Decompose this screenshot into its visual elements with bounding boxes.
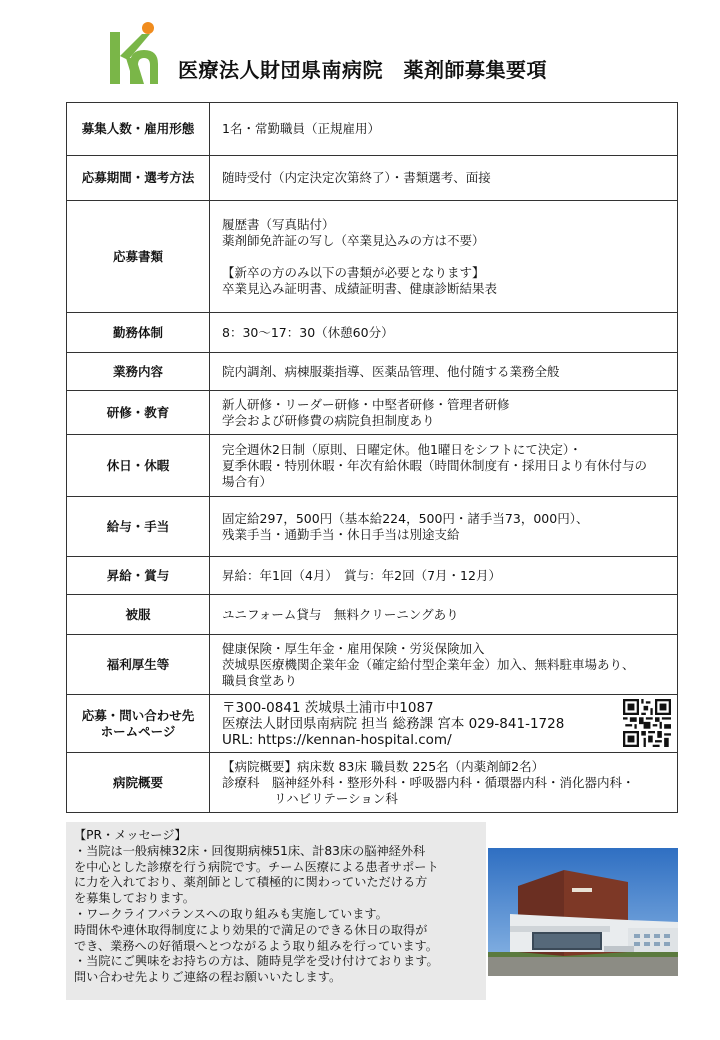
- pr-line: 時間休や連休取得制度により効果的で満足のできる休日の取得が: [74, 922, 428, 937]
- row-value: [210, 103, 678, 156]
- pr-line: ・当院は一般病棟32床・回復期病棟51床、計83床の脳神経外科: [74, 843, 426, 858]
- pr-line: 問い合わせ先よりご連絡の程お願いいたします。: [74, 970, 342, 985]
- table-row: [67, 391, 678, 435]
- table-row: [67, 103, 678, 156]
- pr-line: でき、業務への好循環へとつながるよう取り組みを行っています。: [74, 938, 438, 953]
- value-line: 昇給：年1回（4月） 賞与：年2回（7月・12月）: [222, 567, 501, 583]
- pr-line: に力を入れており、薬剤師として積極的に関わっていただける方: [74, 875, 428, 890]
- table-row: [67, 497, 678, 557]
- row-label: 応募書類: [67, 201, 210, 313]
- value-line: 茨城県医療機関企業年金（確定給付型企業年金）加入、無料駐車場あり、: [222, 656, 635, 672]
- table-row-overview: [67, 753, 678, 813]
- row-value: [210, 201, 678, 313]
- value-line: 新人研修・リーダー研修・中堅者研修・管理者研修: [222, 396, 510, 412]
- blank-line: [222, 249, 671, 265]
- row-value: [210, 435, 678, 497]
- hospital-building-photo: [488, 848, 678, 976]
- row-value: [210, 497, 678, 557]
- value-line: 夏季休暇・特別休暇・年次有給休暇（時間休制度有・採用日より有休付与の: [222, 457, 648, 473]
- pr-line: を中心とした診療を行う病院です。チーム医療による患者サポート: [74, 859, 439, 874]
- contact-label-line: 応募・問い合わせ先: [81, 707, 195, 723]
- value-line: リハビリテーション科: [274, 790, 398, 806]
- row-value: [210, 156, 678, 201]
- requirements-table: [66, 102, 678, 813]
- table-row-contact: [67, 695, 678, 753]
- address-line: 〒300-0841 茨城県土浦市中1087: [222, 699, 434, 716]
- table-row: [67, 156, 678, 201]
- value-line: 診療科 脳神経外科・整形外科・呼吸器内科・循環器内科・消化器内科・: [222, 774, 635, 790]
- pr-line: ・当院にご興味をお持ちの方は、随時見学を受け付けております。: [74, 954, 439, 969]
- row-label: 業務内容: [67, 353, 210, 391]
- value-line: 履歴書（写真貼付）: [222, 216, 335, 232]
- value-line: 固定給297，500円（基本給224，500円・諸手当73，000円）、: [222, 510, 589, 526]
- table-row: [67, 353, 678, 391]
- row-value: [210, 313, 678, 353]
- row-label: 病院概要: [67, 753, 210, 813]
- row-value: [210, 557, 678, 595]
- value-line: 健康保険・厚生年金・雇用保険・労災保険加入: [222, 640, 485, 656]
- value-line: 学会および研修費の病院負担制度あり: [222, 412, 435, 428]
- table-row: [67, 595, 678, 635]
- contact-label: [67, 695, 210, 753]
- table-row: [67, 435, 678, 497]
- row-label: 研修・教育: [67, 391, 210, 435]
- pr-line: を募集しております。: [74, 891, 195, 906]
- row-value: [210, 391, 678, 435]
- value-line: 【病院概要】病床数 83床 職員数 225名（内薬剤師2名）: [222, 758, 545, 774]
- qr-code-icon[interactable]: [623, 699, 671, 747]
- row-label: 勤務体制: [67, 313, 210, 353]
- value-line: 職員食堂あり: [222, 672, 298, 688]
- row-value: [210, 635, 678, 695]
- hospital-logo: [108, 20, 160, 86]
- pr-line: 【PR・メッセージ】: [74, 828, 187, 842]
- row-label: 応募期間・選考方法: [67, 156, 210, 201]
- contact-person-line: 医療法人財団県南病院 担当 総務課 宮本 029-841-1728: [222, 715, 565, 732]
- value-line: 卒業見込み証明書、成績証明書、健康診断結果表: [222, 280, 498, 296]
- homepage-url-link[interactable]: URL: https://kennan-hospital.com/: [222, 731, 452, 748]
- value-line: 薬剤師免許証の写し（卒業見込みの方は不要）: [222, 232, 485, 248]
- row-label: 募集人数・雇用形態: [67, 103, 210, 156]
- page-title: 医療法人財団県南病院 薬剤師募集要項: [178, 58, 547, 82]
- row-label: 昇給・賞与: [67, 557, 210, 595]
- value-line: 完全週休2日制（原則、日曜定休。他1曜日をシフトにて決定）・: [222, 441, 582, 457]
- value-line: 1名・常勤職員（正規雇用）: [222, 121, 380, 136]
- contact-value: [210, 695, 678, 753]
- value-line: 【新卒の方のみ以下の書類が必要となります】: [222, 264, 485, 280]
- pr-message-box: [66, 822, 486, 1000]
- value-line: 場合有）: [222, 473, 273, 489]
- table-row: [67, 557, 678, 595]
- table-row: [67, 635, 678, 695]
- row-label: 給与・手当: [67, 497, 210, 557]
- value-line: 随時受付（内定決定次第終了）・書類選考、面接: [222, 170, 491, 185]
- value-line: ユニフォーム貸与 無料クリーニングあり: [222, 606, 459, 622]
- row-label: 休日・休暇: [67, 435, 210, 497]
- row-label: 被服: [67, 595, 210, 635]
- homepage-label: ホームページ: [100, 723, 176, 739]
- row-value: [210, 753, 678, 813]
- value-line: 8：30～17：30（休憩60分）: [222, 324, 394, 340]
- row-label: 福利厚生等: [67, 635, 210, 695]
- value-line: 残業手当・通勤手当・休日手当は別途支給: [222, 526, 460, 542]
- table-row: [67, 201, 678, 313]
- value-line: 院内調剤、病棟服薬指導、医薬品管理、他付随する業務全般: [222, 363, 560, 379]
- header: [108, 20, 668, 90]
- row-value: [210, 353, 678, 391]
- table-row: [67, 313, 678, 353]
- pr-line: ・ワークライフバランスへの取り組みも実施しています。: [74, 906, 388, 921]
- row-value: [210, 595, 678, 635]
